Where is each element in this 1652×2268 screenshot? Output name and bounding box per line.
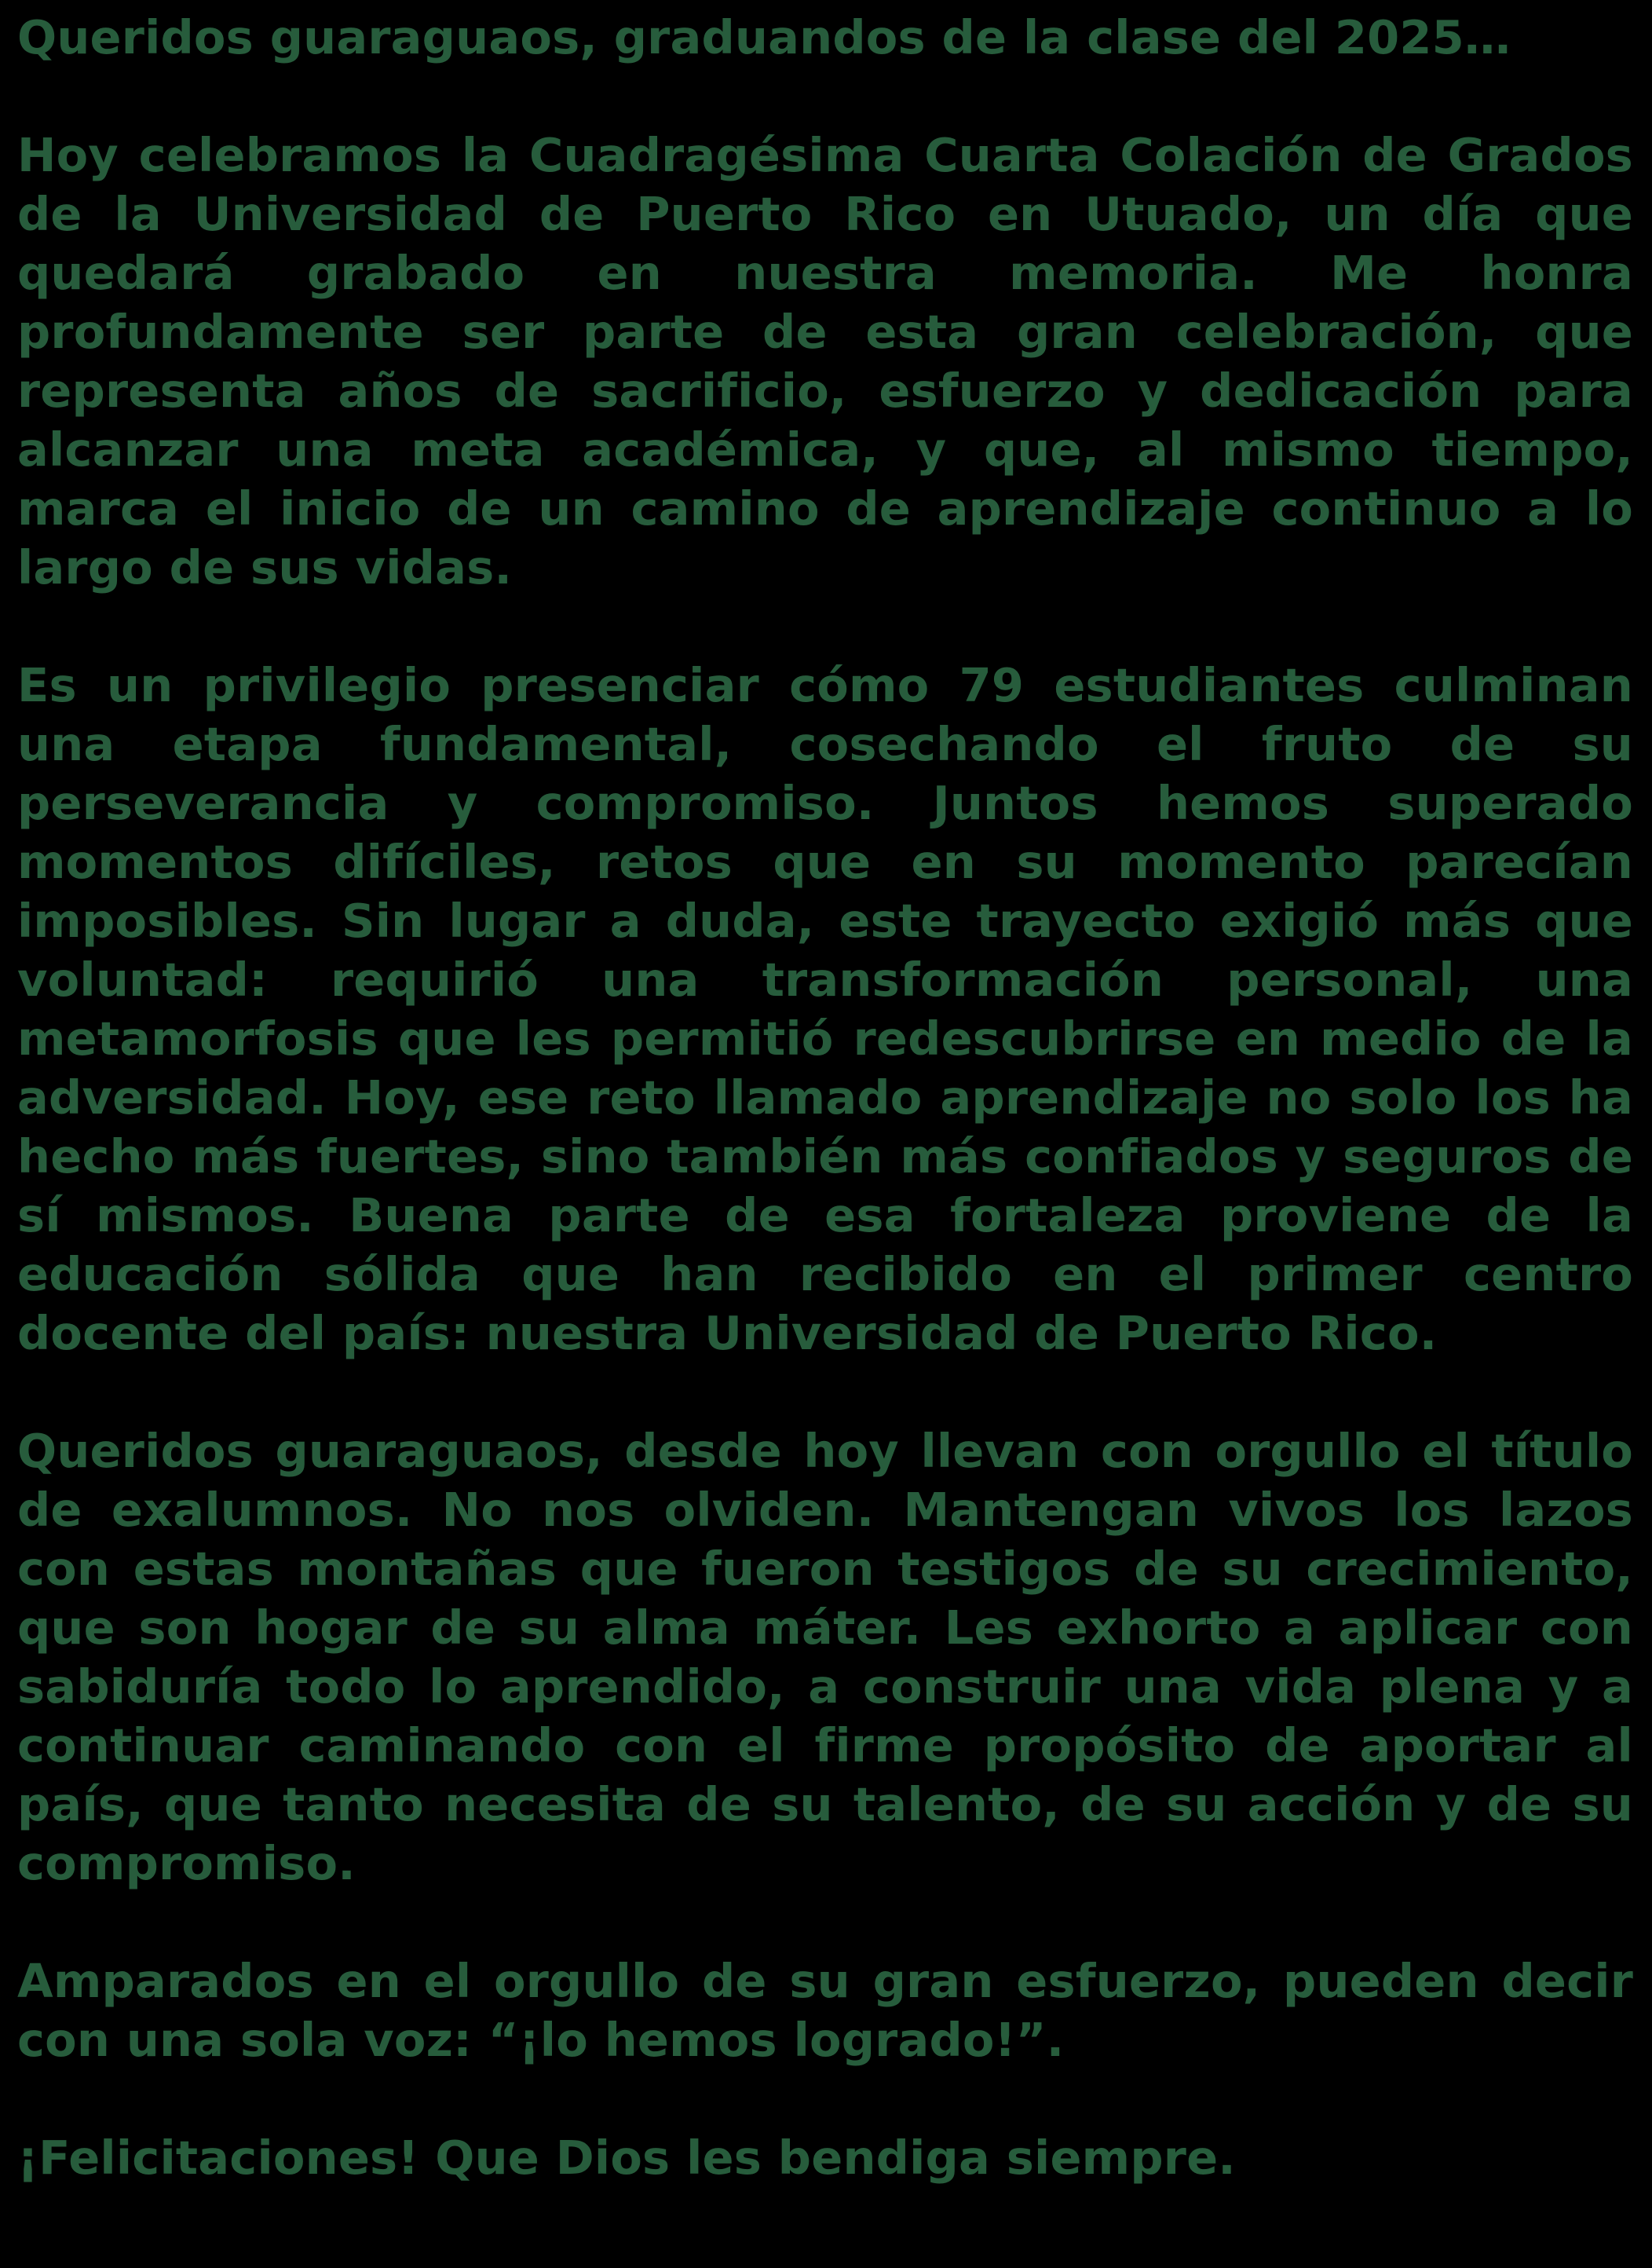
letter-paragraph: Hoy celebramos la Cuadragésima Cuarta Colación de Grados de la Universidad de Puerto Rico en Utuado, un día que quedará grabado en nuestra memoria. Me honra profundamente ser parte de esta gran celebración, que representa años de sacrificio, esfuerzo y dedicación para alcanzar una meta académica, y que, al mismo tiempo, marca el inicio de un camino de aprendizaje continuo a lo largo de sus vidas. xyxy=(17,128,1633,594)
letter-paragraph: Amparados en el orgullo de su gran esfuerzo, pueden decir con una sola voz: “¡lo hemos logrado!”. xyxy=(17,1954,1633,2067)
graduation-letter xyxy=(17,8,1633,2187)
letter-salutation: Queridos guaraguaos, graduandos de la clase del 2025… xyxy=(17,10,1511,64)
letter-paragraph: Es un privilegio presenciar cómo 79 estudiantes culminan una etapa fundamental, cosechando el fruto de su perseverancia y compromiso. Juntos hemos superado momentos difíciles, retos que en su momento parecían imposibles. Sin lugar a duda, este trayecto exigió más que voluntad: requirió una transformación personal, una metamorfosis que les permitió redescubrirse en medio de la adversidad. Hoy, ese reto llamado aprendizaje no solo los ha hecho más fuertes, sino también más confiados y seguros de sí mismos. Buena parte de esa fortaleza proviene de la educación sólida que han recibido en el primer centro docente del país: nuestra Universidad de Puerto Rico. xyxy=(17,658,1633,1360)
letter-closing: ¡Felicitaciones! Que Dios les bendiga siempre. xyxy=(17,2131,1236,2185)
letter-paragraph: Queridos guaraguaos, desde hoy llevan con orgullo el título de exalumnos. No nos olviden. Mantengan vivos los lazos con estas montañas que fueron testigos de su crecimiento, que son hogar de su alma máter. Les exhorto a aplicar con sabiduría todo lo aprendido, a construir una vida plena y a continuar caminando con el firme propósito de aportar al país, que tanto necesita de su talento, de su acción y de su compromiso. xyxy=(17,1424,1633,1890)
